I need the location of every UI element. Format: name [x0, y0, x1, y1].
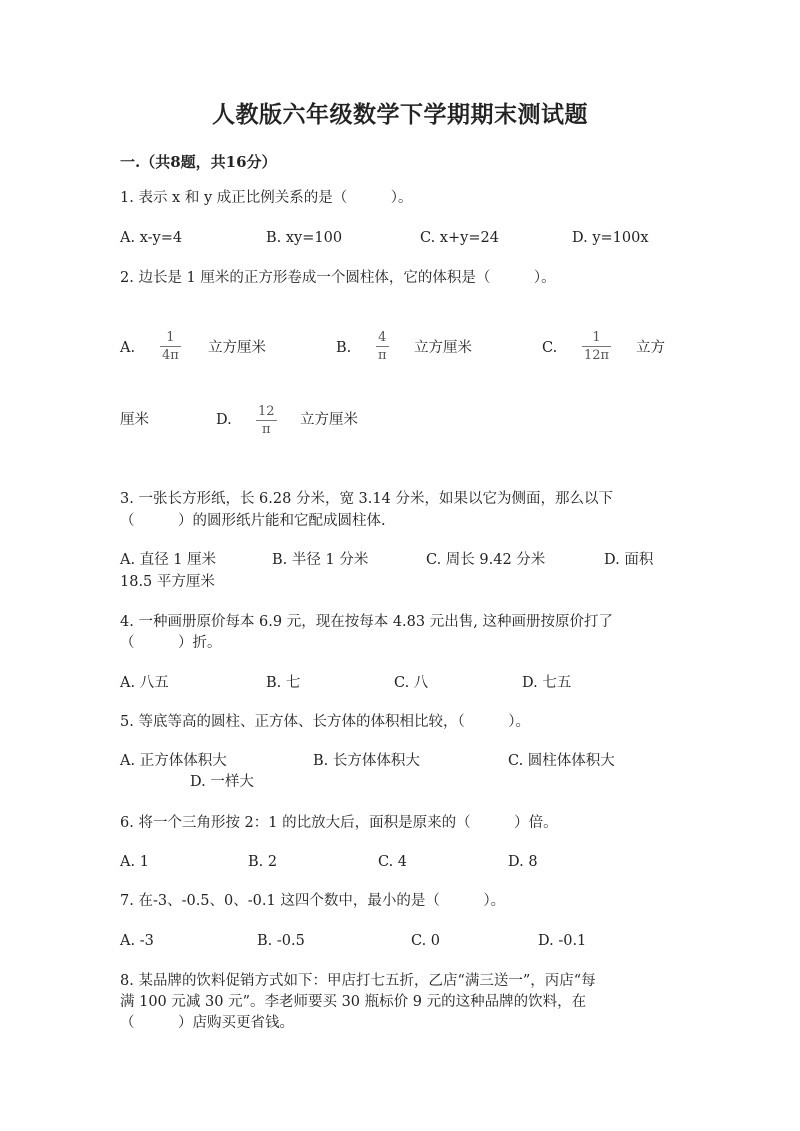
q3-option-a[interactable]: A. 直径 1 厘米 — [120, 552, 217, 568]
q5-option-c[interactable]: C. 圆柱体体积大 — [508, 753, 615, 769]
question-5-stem: 5. 等底等高的圆柱、正方体、长方体的体积相比较，（ ）。 — [120, 714, 530, 730]
fraction-denominator: 4π — [162, 348, 179, 363]
q4-option-b[interactable]: B. 七 — [266, 675, 301, 691]
q7-option-b[interactable]: B. -0.5 — [257, 933, 305, 949]
q2-option-a-fraction — [160, 330, 181, 363]
q1-option-c[interactable]: C. x+y=24 — [420, 230, 499, 246]
question-2-stem: 2. 边长是 1 厘米的正方形卷成一个圆柱体，它的体积是（ ）。 — [120, 270, 556, 286]
q2-option-d-label[interactable]: D. — [216, 412, 232, 428]
q4-option-d[interactable]: D. 七五 — [522, 675, 572, 691]
q2-option-b-fraction — [376, 330, 389, 363]
question-8-stem-line2: 满 100 元减 30 元”。李老师要买 30 瓶标价 9 元的这种品牌的饮料，在 — [120, 994, 587, 1010]
question-4-stem-line2: （ ）折。 — [120, 635, 222, 651]
q1-option-d[interactable]: D. y=100x — [572, 230, 649, 246]
question-4-stem-line1: 4. 一种画册原价每本 6.9 元，现在按每本 4.83 元出售, 这种画册按原价打了 — [120, 614, 613, 630]
q3-option-b[interactable]: B. 半径 1 分米 — [272, 552, 369, 568]
fraction-numerator: 1 — [592, 330, 601, 345]
section-heading: 一.（共8题，共16分） — [120, 153, 277, 171]
fraction-denominator: π — [262, 422, 271, 437]
fraction-numerator: 4 — [378, 330, 387, 345]
q3-option-d-cont: 18.5 平方厘米 — [120, 574, 215, 590]
q7-option-c[interactable]: C. 0 — [411, 933, 441, 949]
q5-option-a[interactable]: A. 正方体体积大 — [120, 753, 227, 769]
question-7-stem: 7. 在-3、-0.5、0、-0.1 这四个数中，最小的是（ ）。 — [120, 893, 506, 909]
q4-option-a[interactable]: A. 八五 — [120, 675, 169, 691]
q2-option-a-label[interactable]: A. — [120, 340, 136, 356]
q2-option-a-unit: 立方厘米 — [208, 340, 266, 356]
q5-option-b[interactable]: B. 长方体体积大 — [313, 753, 420, 769]
q3-option-c[interactable]: C. 周长 9.42 分米 — [426, 552, 546, 568]
question-8-stem-line3: （ ）店购买更省钱。 — [120, 1015, 294, 1031]
fraction-numerator: 1 — [166, 330, 175, 345]
page-title: 人教版六年级数学下学期期末测试题 — [212, 101, 588, 128]
q2-option-d-fraction — [256, 404, 277, 437]
question-6-stem: 6. 将一个三角形按 2：1 的比放大后，面积是原来的（ ）倍。 — [120, 815, 558, 831]
fraction-numerator: 12 — [258, 404, 275, 419]
q2-option-d-unit: 立方厘米 — [300, 412, 358, 428]
q6-option-a[interactable]: A. 1 — [120, 854, 149, 870]
question-8-stem-line1: 8. 某品牌的饮料促销方式如下：甲店打七五折，乙店“满三送一”，丙店“每 — [120, 973, 596, 989]
fraction-denominator: 12π — [584, 348, 610, 363]
q6-option-c[interactable]: C. 4 — [378, 854, 408, 870]
q2-option-c-unit: 立方 — [636, 340, 665, 356]
q2-option-c-fraction — [582, 330, 611, 363]
question-3-stem-line2: （ ）的圆形纸片能和它配成圆柱体. — [120, 513, 386, 529]
q7-option-d[interactable]: D. -0.1 — [538, 933, 587, 949]
q6-option-d[interactable]: D. 8 — [508, 854, 538, 870]
fraction-bar — [256, 420, 277, 421]
fraction-bar — [582, 346, 611, 347]
q1-option-b[interactable]: B. xy=100 — [266, 230, 343, 246]
q2-option-c-label[interactable]: C. — [542, 340, 558, 356]
q3-option-d[interactable]: D. 面积 — [604, 552, 654, 568]
question-3-stem-line1: 3. 一张长方形纸，长 6.28 分米，宽 3.14 分米，如果以它为侧面，那么以下 — [120, 491, 613, 507]
q4-option-c[interactable]: C. 八 — [394, 675, 429, 691]
fraction-denominator: π — [378, 348, 387, 363]
q5-option-d[interactable]: D. 一样大 — [190, 774, 254, 790]
q2-option-b-unit: 立方厘米 — [414, 340, 472, 356]
q2-option-b-label[interactable]: B. — [336, 340, 352, 356]
fraction-bar — [160, 346, 181, 347]
q6-option-b[interactable]: B. 2 — [248, 854, 278, 870]
q1-option-a[interactable]: A. x-y=4 — [120, 230, 183, 246]
q2-option-c-unit-cont: 厘米 — [120, 412, 149, 428]
fraction-bar — [376, 346, 389, 347]
question-1-stem: 1. 表示 x 和 y 成正比例关系的是（ ）。 — [120, 190, 413, 206]
q7-option-a[interactable]: A. -3 — [120, 933, 154, 949]
